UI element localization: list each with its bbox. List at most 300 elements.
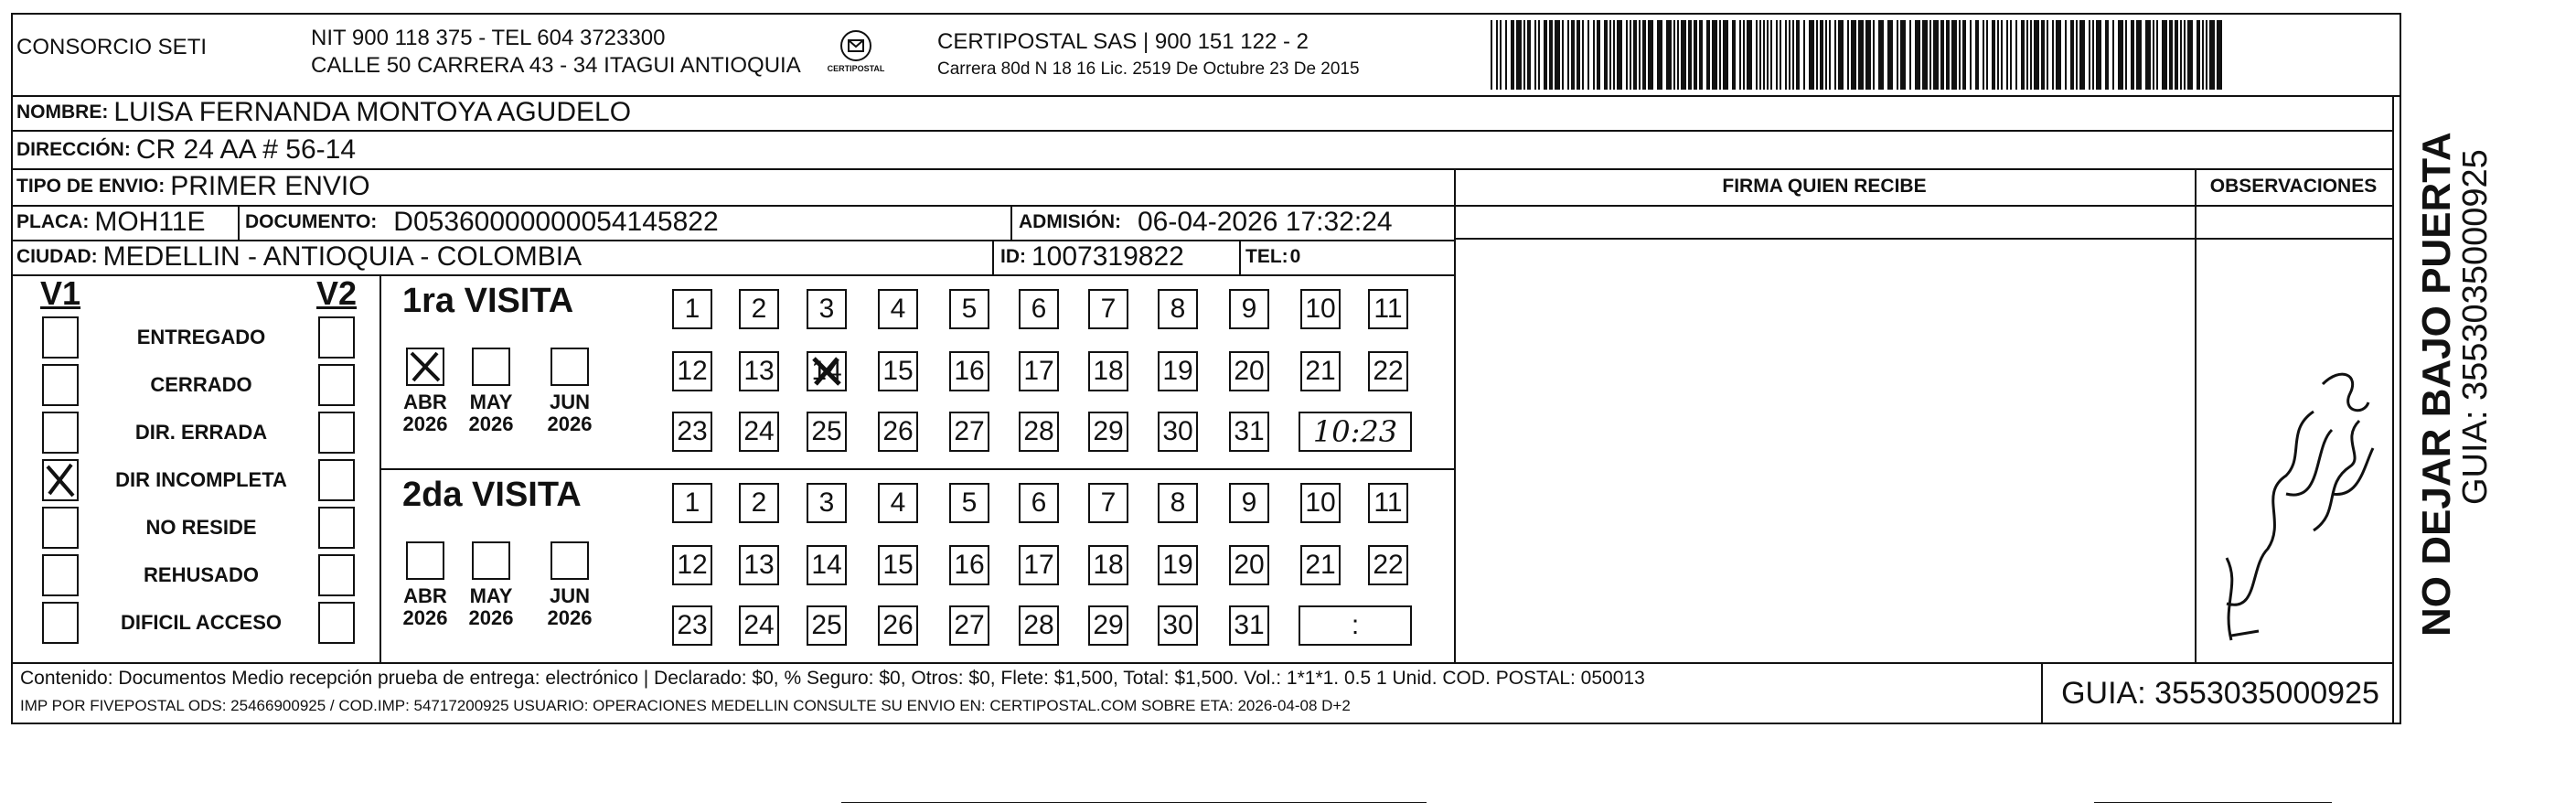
barcode-bar	[1719, 20, 1721, 90]
first-visit-day-box[interactable]	[1229, 351, 1269, 391]
second-visit-day-box[interactable]	[949, 483, 989, 523]
first-visit-day-box[interactable]	[672, 351, 712, 391]
second-visit-day-box[interactable]	[672, 545, 712, 585]
barcode-bar	[1983, 20, 1984, 90]
barcode-bar	[2034, 20, 2039, 90]
barcode-bar	[2145, 20, 2151, 90]
barcode-bar	[1739, 20, 1741, 90]
id-label: ID:	[1000, 246, 1026, 267]
v2-checkbox[interactable]	[318, 507, 355, 549]
second-visit-day-box[interactable]	[807, 605, 847, 646]
barcode-bar	[1897, 20, 1898, 90]
first-visit-day-box[interactable]	[878, 412, 918, 452]
month-name: ABR	[403, 391, 447, 413]
day-number: 11	[1374, 294, 1403, 324]
ciudad-row	[16, 240, 582, 274]
divider-footer-guia	[2041, 662, 2043, 724]
barcode-bar	[1743, 20, 1745, 90]
day-number: 22	[1373, 550, 1404, 580]
barcode-bar	[2156, 20, 2158, 90]
barcode-bar	[1613, 20, 1615, 90]
day-number: 29	[1093, 610, 1124, 640]
tel-row	[1245, 240, 1300, 274]
reason-label: NO RESIDE	[145, 516, 257, 539]
barcode-bar	[1834, 20, 1836, 90]
barcode-bar	[1767, 20, 1769, 90]
barcode-bar	[1582, 20, 1584, 90]
second-visit-day-box[interactable]	[807, 545, 847, 585]
barcode-bar	[1677, 20, 1679, 90]
v2-checkbox[interactable]	[318, 459, 355, 501]
barcode-bar	[2202, 20, 2204, 90]
second-visit-day-box[interactable]	[878, 483, 918, 523]
barcode-bar	[2052, 20, 2054, 90]
divider-doc-admision	[1010, 205, 1012, 240]
placa-value: MOH11E	[94, 207, 206, 237]
barcode-bar	[2175, 20, 2178, 90]
barcode-bar	[2180, 20, 2182, 90]
first-visit-day-box[interactable]	[807, 289, 847, 329]
day-number: 22	[1373, 356, 1404, 386]
month-year: 2026	[547, 412, 593, 435]
barcode-bar	[1951, 20, 1957, 90]
v1-checkbox[interactable]	[42, 459, 79, 501]
barcode-bar	[1803, 20, 1805, 90]
second-visit-day-box[interactable]	[878, 545, 918, 585]
reason-label: DIR INCOMPLETA	[115, 468, 287, 491]
first-visit-day-box[interactable]	[739, 351, 779, 391]
documento-label: DOCUMENTO:	[245, 211, 378, 232]
second-visit-time-box	[1299, 605, 1412, 646]
second-visit-day-box[interactable]	[1019, 605, 1059, 646]
day-number: 14	[811, 550, 842, 580]
barcode-bar	[2089, 20, 2090, 90]
reason-label: DIR. ERRADA	[134, 421, 268, 444]
barcode-bar	[1604, 20, 1608, 90]
day-number: 11	[1374, 487, 1403, 518]
barcode-bar	[2030, 20, 2032, 90]
first-visit-day-box[interactable]	[1300, 289, 1341, 329]
admision-label: ADMISIÓN:	[1019, 211, 1121, 232]
day-number: 1	[684, 487, 700, 518]
day-number: 10	[1305, 294, 1336, 324]
barcode-bar	[1732, 20, 1736, 90]
first-visit-day-box[interactable]	[1019, 351, 1059, 391]
first-visit-day-box[interactable]	[1300, 351, 1341, 391]
v2-checkbox[interactable]	[318, 554, 355, 596]
barcode-bar	[1587, 20, 1589, 90]
first-visit-day-box[interactable]	[949, 412, 989, 452]
day-number: 10	[1305, 487, 1336, 518]
month-name: MAY	[469, 391, 513, 413]
barcode-bar	[1933, 20, 1939, 90]
day-number: 28	[1023, 610, 1054, 640]
reason-label: REHUSADO	[144, 563, 259, 586]
direccion-row	[16, 132, 356, 168]
second-visit-day-box[interactable]	[1300, 545, 1341, 585]
day-number: 21	[1305, 356, 1336, 386]
first-visit-day-box[interactable]	[878, 351, 918, 391]
documento-row	[245, 205, 719, 240]
day-number: 28	[1023, 416, 1054, 446]
first-visit-day-box[interactable]	[1019, 289, 1059, 329]
barcode-bar	[2217, 20, 2222, 90]
barcode-bar	[1770, 20, 1772, 90]
barcode-bar	[2092, 20, 2094, 90]
second-visit-day-box[interactable]	[1368, 545, 1408, 585]
day-number: 12	[677, 356, 708, 386]
day-number: 26	[882, 416, 914, 446]
day-number: 15	[882, 550, 914, 580]
second-visit-day-box[interactable]	[739, 605, 779, 646]
month-year: 2026	[468, 412, 514, 435]
barcode-bar	[1829, 20, 1831, 90]
barcode-bar	[2021, 20, 2025, 90]
documento-value: D05360000000054145822	[393, 207, 719, 237]
day-number: 25	[811, 416, 842, 446]
barcode-bar	[1816, 20, 1818, 90]
ciudad-label: CIUDAD:	[16, 246, 98, 267]
first-visit-day-box[interactable]	[1088, 351, 1128, 391]
barcode-bar	[1549, 20, 1553, 90]
v1-checkbox[interactable]	[42, 412, 79, 454]
second-visit-day-box[interactable]	[1088, 545, 1128, 585]
first-visit-day-box[interactable]	[739, 412, 779, 452]
ciudad-value: MEDELLIN - ANTIOQUIA - COLOMBIA	[102, 241, 583, 272]
barcode-bar	[1915, 20, 1920, 90]
divider-ciudad-id	[992, 240, 994, 274]
reason-label: ENTREGADO	[136, 326, 266, 348]
second-visit-day-box[interactable]	[1229, 605, 1269, 646]
second-visit-day-box[interactable]	[1300, 483, 1341, 523]
barcode-bar	[1516, 20, 1522, 90]
barcode-bar	[2118, 20, 2123, 90]
v2-checkbox[interactable]	[318, 412, 355, 454]
day-number: 27	[954, 416, 985, 446]
reason-label: CERRADO	[150, 373, 252, 396]
barcode-bar	[1909, 20, 1911, 90]
second-visit-day-box[interactable]	[1158, 545, 1198, 585]
first-visit-day-box[interactable]	[1158, 412, 1198, 452]
v2-checkbox[interactable]	[318, 316, 355, 359]
second-visit-day-box[interactable]	[878, 605, 918, 646]
footer-line-2: IMP POR FIVEPOSTAL ODS: 25466900925 / COD.IMP: 54717200925 USUARIO: OPERACIONES MEDELLIN CONSULTE SU ENVIO EN: CERTIPOSTAL.COM SOBRE ETA: 2026-04-08 D+2	[20, 697, 1351, 714]
day-number: 2	[751, 487, 767, 518]
barcode-bar	[1491, 20, 1492, 90]
barcode-bar	[1887, 20, 1893, 90]
barcode-bar	[2105, 20, 2109, 90]
second-visit-day-box[interactable]	[1019, 483, 1059, 523]
barcode-bar	[1648, 20, 1653, 90]
first-visit-day-box[interactable]	[878, 289, 918, 329]
barcode-bar	[2070, 20, 2074, 90]
month-name: ABR	[403, 584, 447, 607]
first-visit-day-box[interactable]	[949, 351, 989, 391]
barcode-bar	[1780, 20, 1781, 90]
tel-value: 0	[1289, 246, 1301, 267]
carrier-line: CERTIPOSTAL SAS | 900 151 122 - 2	[937, 29, 1309, 54]
admision-value: 06-04-2026 17:32:24	[1138, 207, 1393, 237]
first-visit-day-box[interactable]	[1368, 289, 1408, 329]
barcode-bar	[2112, 20, 2114, 90]
first-visit-day-box[interactable]	[1158, 351, 1198, 391]
day-number: 24	[743, 416, 775, 446]
license-line: Carrera 80d N 18 16 Lic. 2519 De Octubre 23 De 2015	[937, 59, 1360, 79]
barcode-bar	[1567, 20, 1569, 90]
certipostal-logo	[819, 27, 893, 80]
second-visit-month-checkbox[interactable]	[550, 541, 589, 580]
second-visit-day-box[interactable]	[672, 483, 712, 523]
barcode-bar	[1666, 20, 1672, 90]
barcode-bar	[1694, 20, 1697, 90]
barcode-bar	[1959, 20, 1961, 90]
day-number: 1	[684, 294, 700, 324]
divider-id-tel	[1239, 240, 1241, 274]
second-visit-day-box[interactable]	[1158, 483, 1198, 523]
second-visit-day-box[interactable]	[1229, 483, 1269, 523]
barcode-bar	[2187, 20, 2193, 90]
barcode-bar	[1922, 20, 1928, 90]
tel-label: TEL:	[1245, 246, 1288, 267]
barcode-bar	[1642, 20, 1646, 90]
barcode-bar	[1851, 20, 1856, 90]
day-number: 14	[811, 356, 842, 386]
v1-checkbox[interactable]	[42, 507, 79, 549]
v1-checkbox[interactable]	[42, 364, 79, 406]
first-visit-day-box[interactable]	[1229, 289, 1269, 329]
barcode-bar	[1699, 20, 1703, 90]
barcode-bar	[1577, 20, 1580, 90]
barcode-bar	[1681, 20, 1686, 90]
month-year: 2026	[468, 606, 514, 629]
first-visit-month-label	[538, 391, 602, 435]
barcode-bar	[2079, 20, 2085, 90]
barcode-bar	[1657, 20, 1662, 90]
barcode-bar	[2001, 20, 2003, 90]
barcode-bar	[1639, 20, 1641, 90]
first-visit-day-box[interactable]	[672, 412, 712, 452]
barcode-bar	[2015, 20, 2017, 90]
day-number: 5	[961, 294, 978, 324]
barcode-bar	[2162, 20, 2167, 90]
first-visit-month-checkbox[interactable]	[406, 348, 444, 386]
first-visit-title: 1ra VISITA	[402, 282, 574, 320]
barcode-bar	[1527, 20, 1531, 90]
first-visit-day-box[interactable]	[1158, 289, 1198, 329]
day-number: 24	[743, 610, 775, 640]
observaciones-header: OBSERVACIONES	[2209, 176, 2378, 197]
v2-checkbox[interactable]	[318, 602, 355, 644]
barcode-bar	[1789, 20, 1790, 90]
barcode-bar	[1505, 20, 1507, 90]
second-visit-month-checkbox[interactable]	[472, 541, 510, 580]
day-check-mark	[808, 353, 845, 397]
barcode-bar	[2206, 20, 2207, 90]
barcode-bar	[1838, 20, 1844, 90]
day-number: 26	[882, 610, 914, 640]
day-number: 17	[1023, 550, 1054, 580]
barcode-bar	[2010, 20, 2012, 90]
first-visit-day-box[interactable]	[807, 351, 847, 391]
barcode-bar	[1756, 20, 1758, 90]
second-visit-day-box[interactable]	[1368, 483, 1408, 523]
first-visit-day-box[interactable]	[1088, 289, 1128, 329]
barcode-bar	[1538, 20, 1540, 90]
barcode-bar	[1992, 20, 1995, 90]
second-visit-month-label	[538, 585, 602, 629]
day-number: 7	[1100, 487, 1117, 518]
first-visit-day-box[interactable]	[1019, 412, 1059, 452]
day-number: 8	[1170, 294, 1186, 324]
barcode-bar	[1997, 20, 1999, 90]
second-visit-day-box[interactable]	[672, 605, 712, 646]
barcode-bar	[2169, 20, 2173, 90]
day-number: 6	[1031, 294, 1047, 324]
barcode-bar	[1929, 20, 1931, 90]
first-visit-day-box[interactable]	[807, 412, 847, 452]
second-visit-month-label	[393, 585, 457, 629]
barcode-bar	[1688, 20, 1692, 90]
divider-ciudad	[11, 274, 1454, 276]
barcode-bar	[2209, 20, 2215, 90]
second-visit-day-box[interactable]	[1158, 605, 1198, 646]
barcode-bar	[1617, 20, 1622, 90]
day-number: 16	[954, 356, 985, 386]
barcode-bar	[1873, 20, 1875, 90]
v2-checkbox[interactable]	[318, 364, 355, 406]
barcode-bar	[1796, 20, 1800, 90]
handwritten-time-first-visit	[1299, 412, 1412, 452]
second-visit-day-box[interactable]	[1229, 545, 1269, 585]
v1-checkbox[interactable]	[42, 602, 79, 644]
barcode-bar	[1630, 20, 1631, 90]
barcode-bar	[2065, 20, 2067, 90]
day-number: 20	[1234, 356, 1265, 386]
barcode-bar	[1544, 20, 1547, 90]
day-number: 15	[882, 356, 914, 386]
first-visit-day-box[interactable]	[949, 289, 989, 329]
v1-checkbox[interactable]	[42, 554, 79, 596]
second-visit-day-box[interactable]	[739, 545, 779, 585]
second-visit-day-box[interactable]	[807, 483, 847, 523]
tipo-value: PRIMER ENVIO	[170, 171, 370, 201]
first-visit-day-box[interactable]	[1088, 412, 1128, 452]
day-number: 30	[1162, 416, 1193, 446]
day-number: 7	[1100, 294, 1117, 324]
barcode-bar	[1763, 20, 1765, 90]
month-year: 2026	[402, 412, 448, 435]
barcode-bar	[1534, 20, 1536, 90]
first-visit-day-box[interactable]	[1229, 412, 1269, 452]
month-year: 2026	[402, 606, 448, 629]
barcode-bar	[1962, 20, 1966, 90]
divider-visits	[379, 468, 1454, 470]
footer-line-1: Contenido: Documentos Medio recepción prueba de entrega: electrónico | Declarado: $0, % Seguro: $0, Otros: $0, Flete: $1,500, Total: $1,500. Vol.: 1*1*1. 0.5 1 Unid. COD. POSTAL: 050013	[20, 668, 1645, 689]
barcode-bar	[1609, 20, 1611, 90]
day-number: 31	[1234, 610, 1265, 640]
second-visit-month-checkbox[interactable]	[406, 541, 444, 580]
day-number: 19	[1162, 356, 1193, 386]
month-name: JUN	[549, 584, 590, 607]
first-visit-month-checkbox[interactable]	[550, 348, 589, 386]
barcode-bar	[1597, 20, 1600, 90]
divider-reasons	[379, 274, 381, 662]
placa-row	[16, 205, 205, 240]
barcode-bar	[1562, 20, 1564, 90]
barcode-bar	[2096, 20, 2101, 90]
day-number: 13	[743, 356, 775, 386]
day-number: 16	[954, 550, 985, 580]
barcode-bar	[2184, 20, 2186, 90]
barcode-bar	[1673, 20, 1675, 90]
day-number: 6	[1031, 487, 1047, 518]
day-number: 29	[1093, 416, 1124, 446]
day-number: 2	[751, 294, 767, 324]
barcode-bar	[2136, 20, 2142, 90]
divider-placa-doc	[238, 205, 240, 240]
company-name: CONSORCIO SETI	[16, 35, 208, 59]
observaciones-signature	[2204, 329, 2387, 649]
first-visit-day-box[interactable]	[739, 289, 779, 329]
day-number: 23	[677, 610, 708, 640]
barcode-bar	[1946, 20, 1950, 90]
barcode-bar	[1523, 20, 1525, 90]
first-visit-day-box[interactable]	[672, 289, 712, 329]
first-visit-month-label	[459, 391, 523, 435]
second-visit-day-box[interactable]	[1088, 483, 1128, 523]
id-value: 1007319822	[1031, 241, 1184, 272]
barcode-bar	[1626, 20, 1628, 90]
barcode-bar	[1776, 20, 1778, 90]
direccion-value: CR 24 AA # 56-14	[135, 134, 357, 165]
day-number: 18	[1093, 356, 1124, 386]
barcode-bar	[1555, 20, 1560, 90]
reason-label: DIFICIL ACCESO	[120, 611, 282, 634]
footer-guia: GUIA: 3553035000925	[2061, 676, 2379, 711]
placa-label: PLACA:	[16, 211, 90, 232]
day-number: 3	[818, 487, 835, 518]
barcode-bar	[1723, 20, 1728, 90]
barcode-bar	[1820, 20, 1823, 90]
first-visit-month-checkbox[interactable]	[472, 348, 510, 386]
barcode-bar	[1571, 20, 1575, 90]
second-visit-day-box[interactable]	[1019, 545, 1059, 585]
day-number: 17	[1023, 356, 1054, 386]
second-visit-day-box[interactable]	[949, 605, 989, 646]
barcode-bar	[1792, 20, 1794, 90]
barcode-bar	[2131, 20, 2134, 90]
tipo-row	[16, 168, 370, 205]
barcode-bar	[1878, 20, 1884, 90]
first-visit-day-box[interactable]	[1368, 351, 1408, 391]
barcode-bar	[1865, 20, 1871, 90]
barcode-bar	[1511, 20, 1514, 90]
day-number: 4	[890, 294, 906, 324]
barcode-bar	[1496, 20, 1498, 90]
day-number: 18	[1093, 550, 1124, 580]
day-number: 20	[1234, 550, 1265, 580]
second-visit-day-box[interactable]	[1088, 605, 1128, 646]
day-number: 27	[954, 610, 985, 640]
direccion-label: DIRECCIÓN:	[16, 139, 131, 160]
second-visit-day-box[interactable]	[739, 483, 779, 523]
v1-checkbox[interactable]	[42, 316, 79, 359]
day-number: 9	[1241, 487, 1257, 518]
nombre-row	[16, 95, 631, 130]
barcode-bar	[2026, 20, 2028, 90]
side-guia: GUIA: 3553035000925	[2456, 149, 2495, 505]
second-visit-day-box[interactable]	[949, 545, 989, 585]
